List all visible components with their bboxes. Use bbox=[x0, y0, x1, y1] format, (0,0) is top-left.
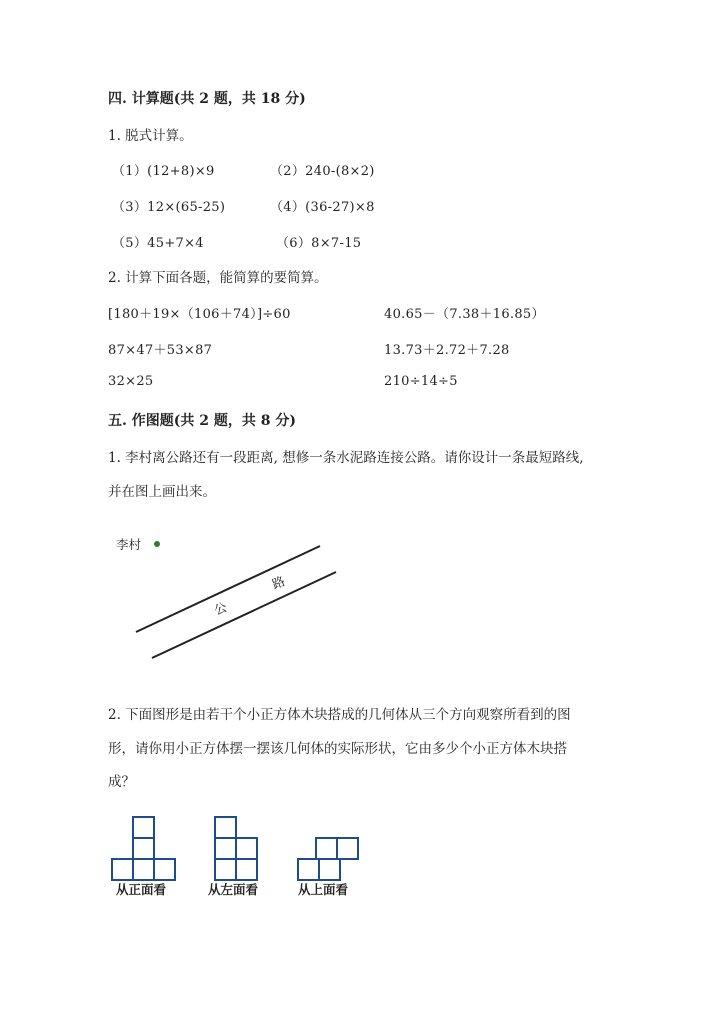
top-view-label: 从上面看 bbox=[298, 882, 349, 897]
q2-item-1: [180＋19×（106＋74）]÷60 bbox=[108, 307, 291, 322]
village-label: 李村 bbox=[116, 537, 142, 552]
front-view-grid bbox=[112, 817, 175, 880]
q2-prompt: 2. 计算下面各题，能简算的要简算。 bbox=[108, 270, 328, 286]
q1-item-5: （5）45+7×4 bbox=[112, 236, 204, 251]
q1-item-1: （1）(12+8)×9 bbox=[112, 164, 215, 179]
q2-item-2: 40.65－（7.38＋16.85） bbox=[384, 307, 545, 322]
left-view-label: 从左面看 bbox=[208, 882, 259, 897]
road-label-gong: 公 bbox=[211, 599, 229, 618]
q1-item-4: （4）(36-27)×8 bbox=[270, 200, 375, 215]
q2-item-3: 87×47＋53×87 bbox=[108, 343, 213, 358]
s5-q2-prompt-line3: 成？ bbox=[108, 774, 135, 790]
s5-q1-prompt-line2: 并在图上画出来。 bbox=[108, 484, 216, 500]
s5-q2-prompt-line1: 2. 下面图形是由若干个小正方体木块搭成的几何体从三个方向观察所看到的图 bbox=[108, 707, 571, 723]
section5-title: 五. 作图题(共 2 题，共 8 分) bbox=[108, 413, 296, 429]
q1-item-6: （6）8×7-15 bbox=[276, 236, 362, 251]
q1-item-2: （2）240-(8×2) bbox=[270, 164, 375, 179]
left-view-grid bbox=[215, 817, 257, 880]
q1-prompt: 1. 脱式计算。 bbox=[108, 128, 193, 144]
road-label-lu: 路 bbox=[269, 573, 287, 592]
section4-title: 四. 计算题(共 2 题，共 18 分) bbox=[108, 91, 306, 107]
front-view-label: 从正面看 bbox=[116, 882, 167, 897]
top-view-grid bbox=[298, 838, 358, 880]
q1-item-3: （3）12×(65-25) bbox=[112, 200, 226, 215]
s5-q1-prompt-line1: 1. 李村离公路还有一段距离, 想修一条水泥路连接公路。请你设计一条最短路线, bbox=[108, 450, 584, 466]
q2-item-5: 32×25 bbox=[108, 374, 154, 389]
s5-q2-prompt-line2: 形，请你用小正方体摆一摆该几何体的实际形状，它由多少个小正方体木块搭 bbox=[108, 741, 567, 757]
q2-item-6: 210÷14÷5 bbox=[384, 374, 458, 389]
q2-item-4: 13.73＋2.72＋7.28 bbox=[384, 343, 510, 358]
